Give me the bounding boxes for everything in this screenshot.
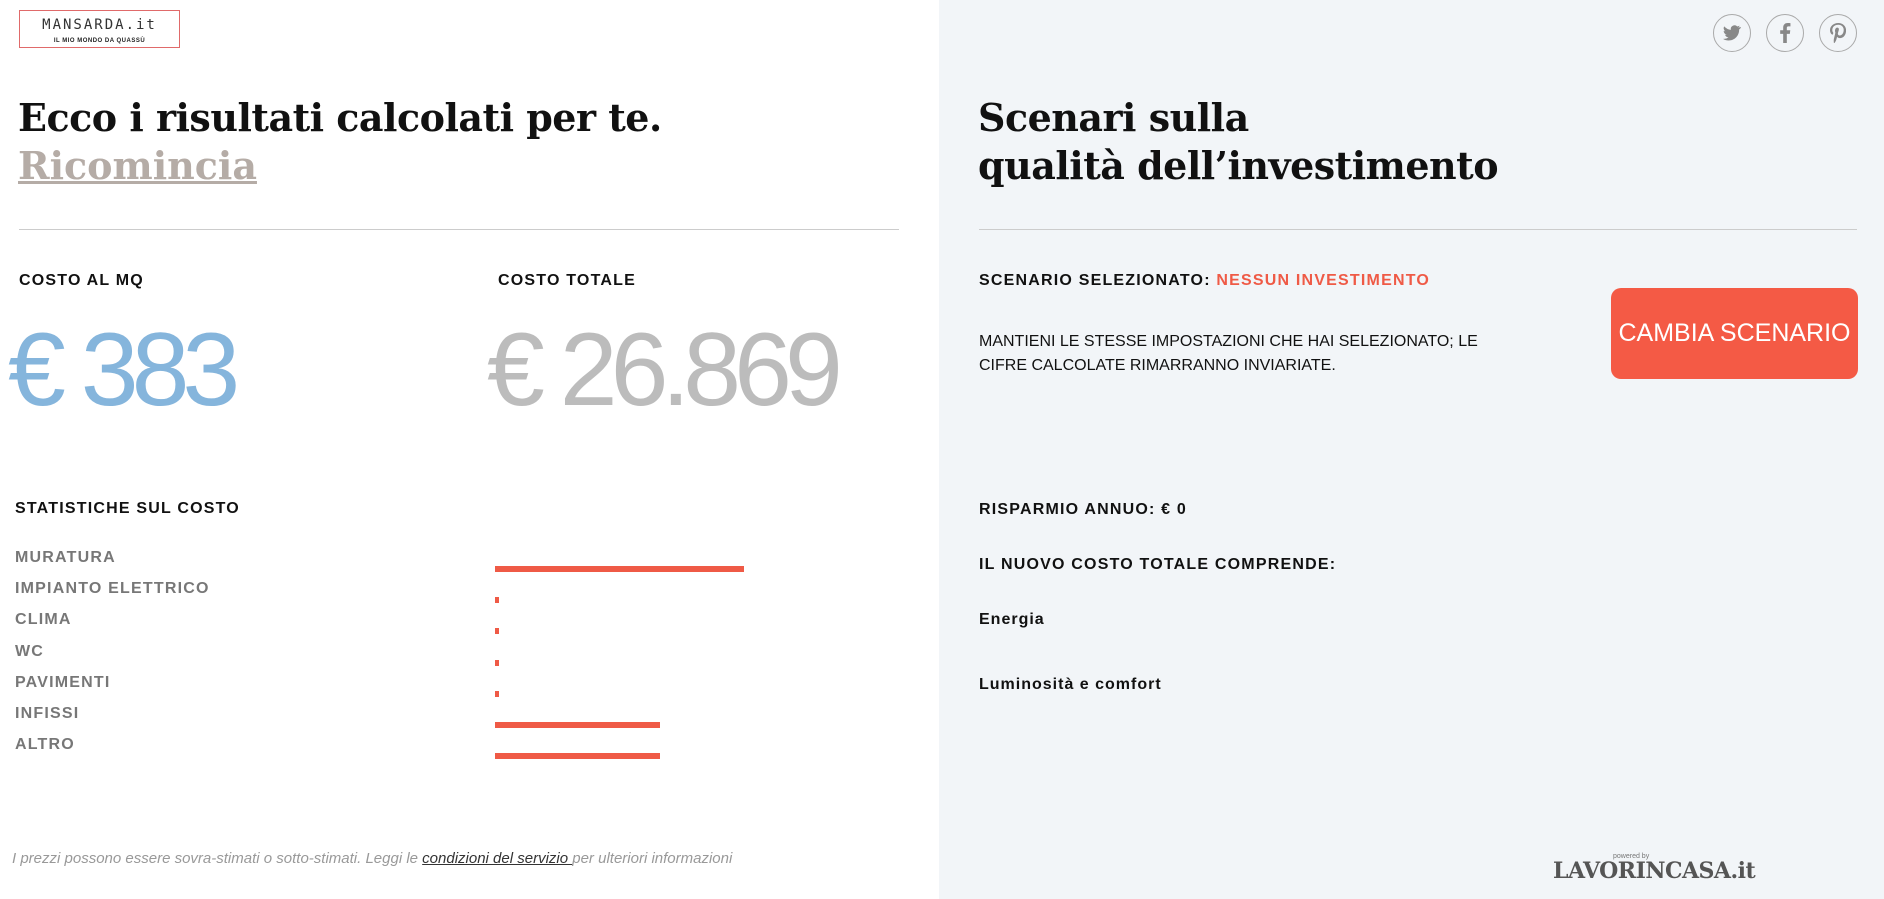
scenarios-title	[978, 94, 1578, 190]
pinterest-icon[interactable]	[1819, 14, 1857, 52]
stat-label: CLIMA	[15, 611, 72, 628]
stat-label: WC	[15, 643, 45, 660]
scenarios-title-line1: Scenari sulla	[978, 95, 1249, 140]
annual-savings: RISPARMIO ANNUO: € 0	[979, 501, 1188, 518]
selected-scenario-value: NESSUN INVESTIMENTO	[1216, 272, 1431, 289]
logo-tagline: IL MIO MONDO DA QUASSÙ	[53, 38, 146, 44]
total-cost-value: € 26.869	[487, 312, 836, 428]
stat-bar	[495, 660, 499, 666]
stat-bar	[495, 566, 744, 572]
total-cost-label: COSTO TOTALE	[498, 272, 636, 289]
stat-label: ALTRO	[15, 736, 75, 753]
divider	[979, 229, 1857, 230]
results-panel	[0, 0, 939, 899]
includes-title: IL NUOVO COSTO TOTALE COMPRENDE:	[979, 556, 1337, 573]
scenario-description: MANTIENI LE STESSE IMPOSTAZIONI CHE HAI SELEZIONATO; LE CIFRE CALCOLATE RIMARRANNO INVIARIATE.	[979, 333, 1478, 374]
selected-scenario	[979, 272, 1430, 290]
twitter-icon[interactable]	[1713, 14, 1751, 52]
stat-bar	[495, 597, 499, 603]
stat-label: IMPIANTO ELETTRICO	[15, 580, 210, 597]
cost-per-sqm-label: COSTO AL MQ	[19, 272, 144, 289]
change-scenario-button[interactable]: CAMBIA SCENARIO	[1611, 288, 1858, 379]
cost-per-sqm-value: € 383	[8, 312, 234, 428]
results-title: Ecco i risultati calcolati per te.	[18, 95, 662, 140]
disclaimer-text: I prezzi possono essere sovra-stimati o sotto-stimati. Leggi le	[12, 850, 423, 867]
stat-bar	[495, 691, 499, 697]
divider	[19, 229, 899, 230]
lavorincasa-logo[interactable]	[1553, 858, 1755, 884]
stat-bar	[495, 722, 660, 728]
selected-scenario-label: SCENARIO SELEZIONATO:	[979, 272, 1217, 289]
facebook-icon[interactable]	[1766, 14, 1804, 52]
lavorincasa-brand: LAVORINCASA.it	[1553, 858, 1756, 884]
restart-link[interactable]: Ricomincia	[18, 143, 257, 188]
stat-bar	[495, 753, 660, 759]
disclaimer-text-end: per ulteriori informazioni	[572, 850, 733, 867]
stats-title: STATISTICHE SUL COSTO	[15, 500, 240, 517]
powered-by-label: powered by	[1613, 853, 1650, 860]
stat-label: INFISSI	[15, 705, 80, 722]
terms-link[interactable]: condizioni del servizio	[422, 850, 573, 867]
stat-label: MURATURA	[15, 549, 116, 566]
includes-item-comfort: Luminosità e comfort	[979, 676, 1162, 693]
includes-item-energy: Energia	[979, 611, 1045, 628]
stat-bar	[495, 628, 499, 634]
mansarda-logo[interactable]	[19, 10, 180, 48]
logo-name: MANSARDA.it	[42, 17, 157, 33]
disclaimer	[12, 850, 732, 867]
stat-label: PAVIMENTI	[15, 674, 111, 691]
scenarios-panel	[939, 0, 1884, 899]
scenarios-title-line2: qualità dell’investimento	[978, 143, 1499, 188]
